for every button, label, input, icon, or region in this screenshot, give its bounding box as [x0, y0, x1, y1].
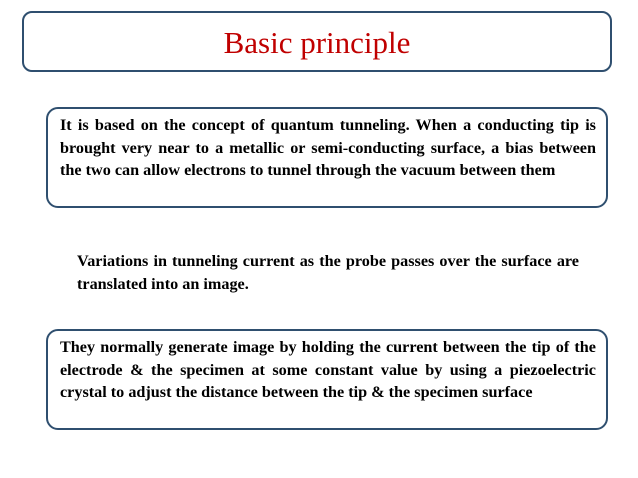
constant-current-text: They normally generate image by holding the current between the tip of the electrode & the specimen at some constant value by using a piezoelectric crystal to adjust the distance between the tip & the specimen surface — [60, 338, 596, 401]
slide-title: Basic principle — [223, 25, 411, 60]
image-formation-text: Variations in tunneling current as the probe passes over the surface are translated into an image. — [77, 252, 579, 293]
tunneling-concept-box — [46, 107, 608, 208]
image-formation-note — [77, 250, 579, 295]
constant-current-box — [46, 329, 608, 430]
tunneling-concept-text: It is based on the concept of quantum tunneling. When a conducting tip is brought very near to a metallic or semi-conducting surface, a bias between the two can allow electrons to tunnel through the vacuum between them — [60, 116, 596, 179]
title-box — [22, 11, 612, 72]
